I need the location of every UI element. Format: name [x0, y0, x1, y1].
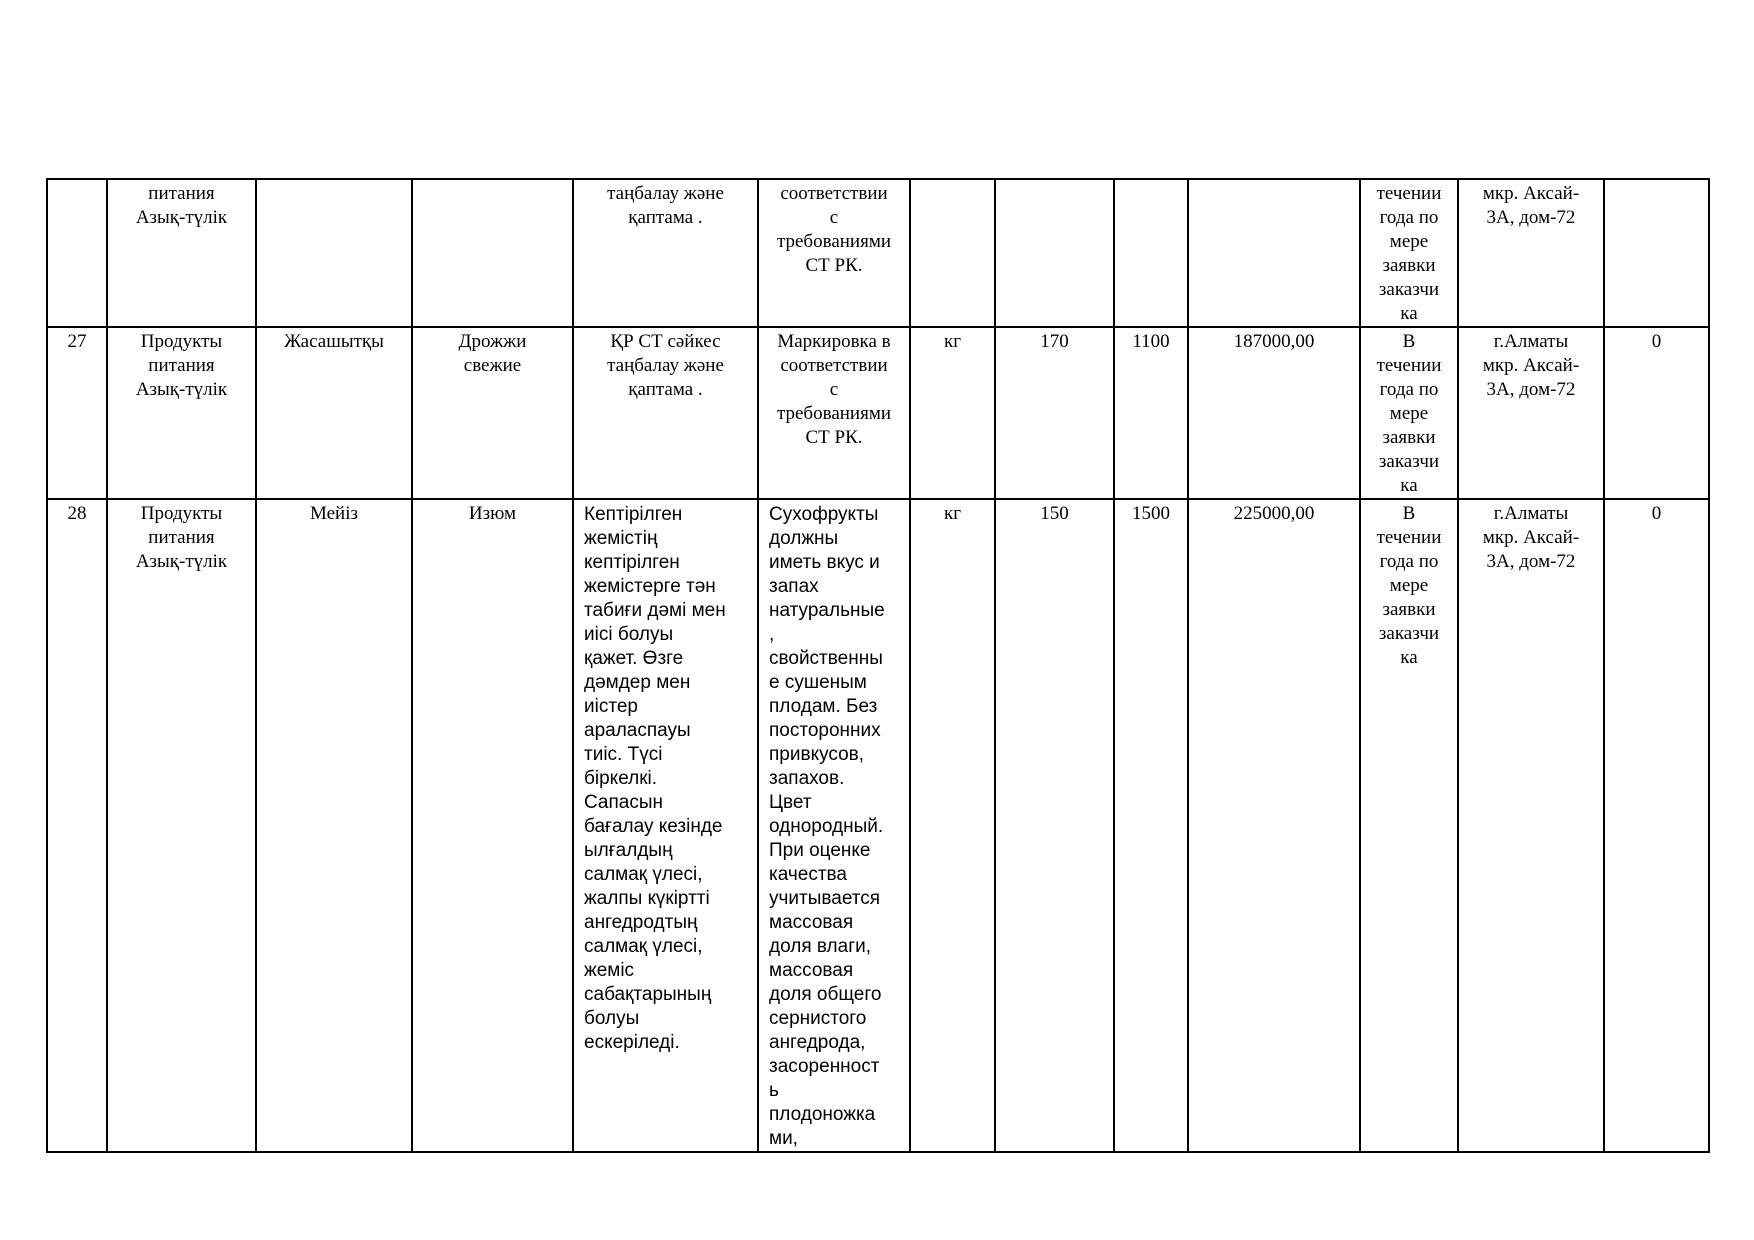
cell-name-ru: Дрожжи свежие: [412, 327, 573, 499]
cell-sum: 187000,00: [1188, 327, 1360, 499]
cell-unit: кг: [910, 499, 995, 1152]
cell-name-kz: [256, 179, 412, 327]
cell-term: В течении года по мере заявки заказчи ка: [1360, 327, 1458, 499]
cell-quantity: [995, 179, 1114, 327]
cell-price: 1500: [1114, 499, 1188, 1152]
cell-category: Продукты питания Азық-түлік: [107, 499, 256, 1152]
cell-number: [47, 179, 107, 327]
cell-place: г.Алматы мкр. Аксай- 3А, дом-72: [1458, 327, 1604, 499]
cell-unit: кг: [910, 327, 995, 499]
cell-name-kz: Жасашытқы: [256, 327, 412, 499]
cell-place: г.Алматы мкр. Аксай- 3А, дом-72: [1458, 499, 1604, 1152]
cell-number: 28: [47, 499, 107, 1152]
cell-spec-ru: Маркировка в соответствии с требованиями СТ РК.: [758, 327, 910, 499]
cell-spec-ru: соответствии с требованиями СТ РК.: [758, 179, 910, 327]
cell-category: Продукты питания Азық-түлік: [107, 327, 256, 499]
cell-place: мкр. Аксай- 3А, дом-72: [1458, 179, 1604, 327]
cell-category: питания Азық-түлік: [107, 179, 256, 327]
cell-term: В течении года по мере заявки заказчи ка: [1360, 499, 1458, 1152]
cell-advance: 0: [1604, 327, 1709, 499]
cell-quantity: 170: [995, 327, 1114, 499]
cell-spec-kz: Кептірілген жемістің кептірілген жемістерге тән табиғи дәмі мен иісі болуы қажет. Өзге дәмдер мен иістер араласпауы тиіс. Түсі біркелкі. Сапасын бағалау кезінде ылғалдың салмақ үлесі, жалпы күкіртті ангедродтың салмақ үлесі, жеміс сабақтарының болуы ескеріледі.: [573, 499, 758, 1152]
cell-advance: 0: [1604, 499, 1709, 1152]
cell-sum: 225000,00: [1188, 499, 1360, 1152]
cell-name-ru: Изюм: [412, 499, 573, 1152]
cell-advance: [1604, 179, 1709, 327]
cell-unit: [910, 179, 995, 327]
cell-sum: [1188, 179, 1360, 327]
procurement-table: [46, 178, 1710, 1153]
cell-spec-ru: Сухофрукты должны иметь вкус и запах натуральные , свойственны е сушеным плодам. Без посторонних привкусов, запахов. Цвет однородный. При оценке качества учитывается массовая доля влаги, массовая доля общего сернистого ангедрода, засоренност ь плодоножка ми,: [758, 499, 910, 1152]
cell-name-kz: Мейіз: [256, 499, 412, 1152]
cell-price: 1100: [1114, 327, 1188, 499]
table-row: [47, 327, 1709, 499]
cell-quantity: 150: [995, 499, 1114, 1152]
cell-price: [1114, 179, 1188, 327]
cell-spec-kz: ҚР СТ сәйкес таңбалау және қаптама .: [573, 327, 758, 499]
cell-spec-kz: таңбалау және қаптама .: [573, 179, 758, 327]
cell-name-ru: [412, 179, 573, 327]
table-row: [47, 499, 1709, 1152]
cell-term: течении года по мере заявки заказчи ка: [1360, 179, 1458, 327]
cell-number: 27: [47, 327, 107, 499]
table-row: [47, 179, 1709, 327]
